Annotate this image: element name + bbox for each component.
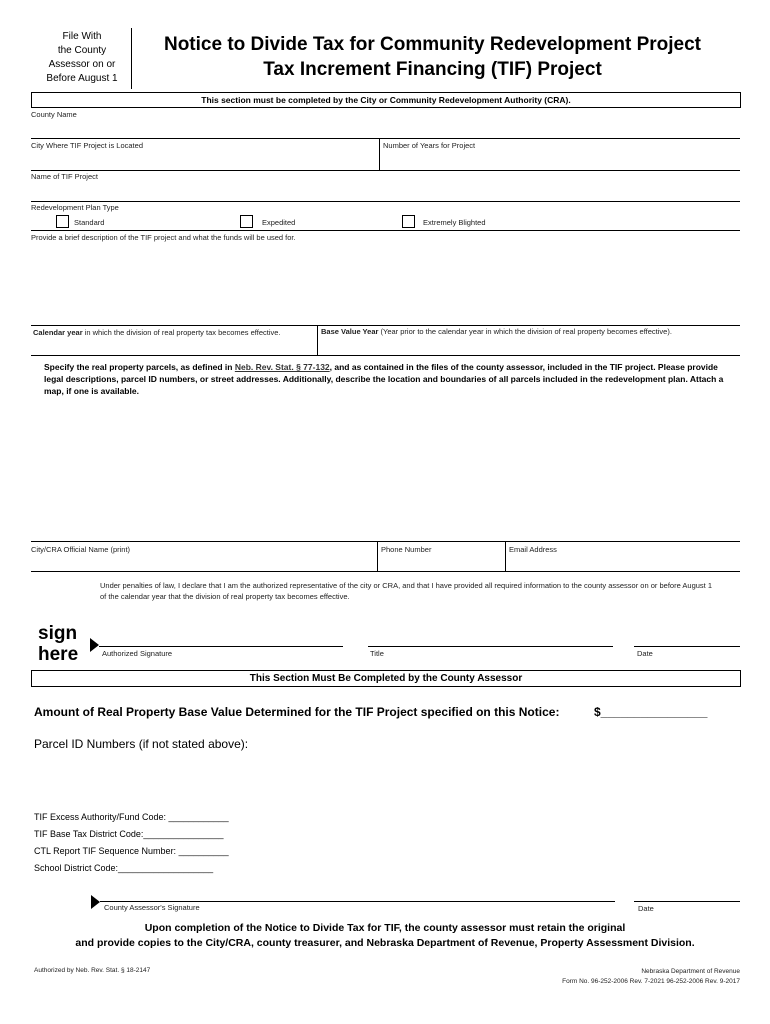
parcel-ids-field[interactable]	[34, 755, 734, 805]
blighted-label: Extremely Blighted	[423, 218, 486, 227]
description-field[interactable]	[31, 244, 739, 324]
completion-line-2: and provide copies to the City/CRA, county treasurer, and Nebraska Department of Revenue, Property Assessment Division.	[75, 937, 695, 949]
assessor-section-banner: This Section Must Be Completed by the County Assessor	[31, 670, 741, 687]
title-line	[368, 646, 613, 647]
years-field[interactable]	[381, 150, 739, 169]
file-with-line: Assessor on or	[48, 59, 116, 70]
base-value-bold: Base Value Year	[321, 327, 379, 336]
divider	[317, 325, 318, 355]
amount-field[interactable]: $________________	[594, 705, 708, 719]
file-with-note	[34, 30, 130, 86]
expedited-label: Expedited	[262, 218, 296, 227]
divider	[379, 138, 380, 170]
county-name-field[interactable]	[31, 118, 739, 138]
completion-note	[40, 921, 730, 951]
codes-block	[34, 809, 229, 877]
date-line	[634, 646, 740, 647]
file-with-line: the County	[57, 45, 107, 56]
official-name-label: City/CRA Official Name (print)	[31, 545, 131, 554]
form-title	[140, 32, 725, 82]
divider	[31, 230, 740, 231]
assessor-signature-label: County Assessor's Signature	[104, 903, 200, 912]
parcel-ids-label: Parcel ID Numbers (if not stated above):	[34, 737, 249, 751]
assessor-signature-line	[100, 901, 615, 902]
divider	[31, 201, 740, 202]
standard-checkbox[interactable]	[56, 215, 69, 228]
file-with-line: Before August 1	[46, 73, 118, 84]
plan-type-label: Redevelopment Plan Type	[31, 203, 119, 212]
file-with-line: File With	[62, 31, 102, 42]
calendar-year-rest: in which the division of real property tax becomes effective.	[82, 328, 281, 337]
header-divider	[131, 28, 132, 89]
ctl-code-field[interactable]: CTL Report TIF Sequence Number: __________	[34, 846, 229, 856]
official-name-field[interactable]	[31, 555, 375, 570]
school-code-field[interactable]: School District Code:___________________	[34, 863, 214, 873]
parcels-text-pre: Specify the real property parcels, as defined in	[44, 362, 235, 372]
divider	[31, 355, 740, 356]
title-label: Title	[370, 649, 384, 658]
phone-label: Phone Number	[381, 545, 432, 554]
authorized-by: Authorized by Neb. Rev. Stat. § 18-2147	[34, 967, 151, 974]
divider	[31, 325, 740, 326]
base-code-field[interactable]: TIF Base Tax District Code:________________	[34, 829, 224, 839]
blighted-checkbox[interactable]	[402, 215, 415, 228]
calendar-year-bold: Calendar year	[33, 328, 83, 337]
signature-line	[99, 646, 343, 647]
city-field[interactable]	[31, 150, 377, 169]
assessor-date-line	[634, 901, 740, 902]
tif-name-field[interactable]	[31, 181, 739, 200]
title-line-1: Notice to Divide Tax for Community Redevelopment Project	[163, 34, 702, 55]
assessor-signature-field[interactable]	[100, 884, 615, 901]
divider	[31, 138, 740, 139]
standard-label: Standard	[74, 218, 105, 227]
arrow-right-icon	[91, 895, 100, 909]
statute-link[interactable]: Neb. Rev. Stat. § 77-132	[234, 362, 330, 372]
divider	[31, 541, 740, 542]
county-name-label: County Name	[31, 110, 77, 119]
tif-name-label: Name of TIF Project	[31, 172, 98, 181]
department-name: Nebraska Department of Revenue	[641, 968, 740, 975]
parcels-text-post: , and as contained in the files of the county assessor, included in the TIF project. Please provide legal descriptions, parcel ID numbers, or street addresses. Additionally, describe the location and boundaries of all parcels included in the redevelopment plan. Attach a map, if one is available.	[44, 362, 724, 396]
excess-code-field[interactable]: TIF Excess Authority/Fund Code: ____________	[34, 812, 229, 822]
arrow-right-icon	[90, 638, 99, 652]
divider	[505, 541, 506, 571]
years-label: Number of Years for Project	[383, 141, 476, 150]
form-number: Form No. 96-252-2006 Rev. 7-2021 96-252-2006 Rev. 9-2017	[562, 978, 740, 985]
email-field[interactable]	[507, 555, 739, 570]
sign-here-label	[38, 623, 78, 665]
declaration-text: Under penalties of law, I declare that I am the authorized representative of the city or CRA, and that I have provided all required information to the county assessor on or before August 1 of the calendar year that the division of real property tax becomes effective.	[100, 581, 713, 601]
date-field[interactable]	[634, 628, 740, 646]
parcels-field[interactable]	[31, 400, 739, 540]
divider	[31, 571, 740, 572]
parcels-instructions	[44, 361, 734, 397]
authorized-signature-label: Authorized Signature	[102, 649, 173, 658]
calendar-year-label	[33, 328, 281, 337]
assessor-date-label: Date	[638, 904, 654, 913]
completion-line-1: Upon completion of the Notice to Divide Tax for TIF, the county assessor must retain the original	[144, 922, 626, 934]
here-word: here	[38, 644, 79, 665]
description-label: Provide a brief description of the TIF project and what the funds will be used for.	[31, 233, 296, 242]
title-field[interactable]	[368, 628, 613, 646]
city-label: City Where TIF Project is Located	[31, 141, 143, 150]
authorized-signature-field[interactable]	[99, 628, 343, 646]
divider	[31, 170, 740, 171]
assessor-date-field[interactable]	[634, 884, 740, 901]
phone-field[interactable]	[379, 555, 503, 570]
title-line-2: Tax Increment Financing (TIF) Project	[263, 59, 602, 80]
form-info	[440, 967, 740, 987]
email-label: Email Address	[509, 545, 557, 554]
amount-label: Amount of Real Property Base Value Determined for the TIF Project specified on this Notice:	[34, 705, 560, 719]
cra-section-banner: This section must be completed by the City or Community Redevelopment Authority (CRA).	[31, 92, 741, 108]
date-label: Date	[637, 649, 653, 658]
base-value-label	[321, 327, 672, 336]
expedited-checkbox[interactable]	[240, 215, 253, 228]
sign-word: sign	[38, 623, 78, 644]
base-value-rest: (Year prior to the calendar year in which the division of real property becomes effective).	[378, 327, 672, 336]
divider	[377, 541, 378, 571]
